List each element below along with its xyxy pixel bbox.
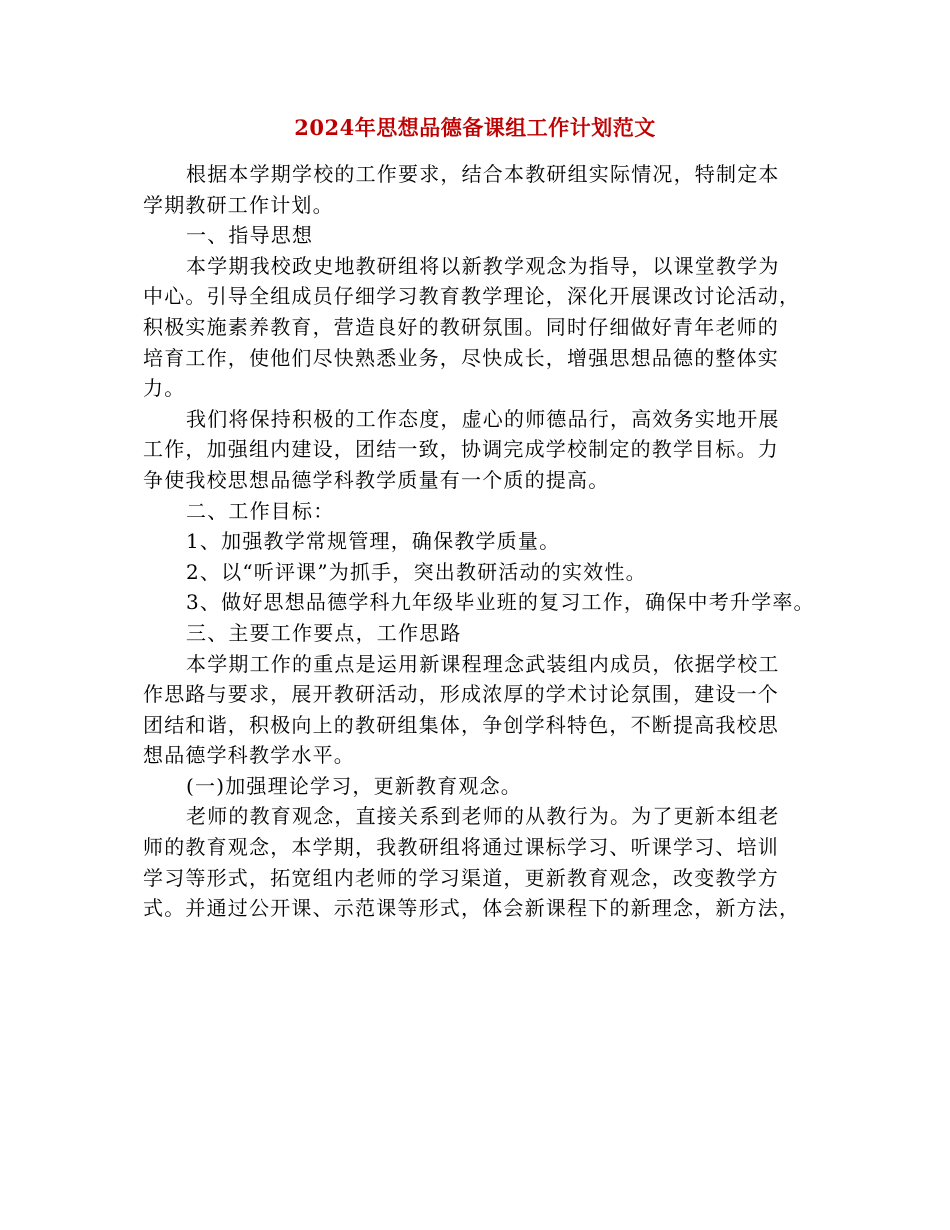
text-line: 力。 <box>143 376 186 401</box>
text-line: 2、以“听评课”为抓手，突出教研活动的实效性。 <box>186 559 647 584</box>
text-line: 二、工作目标： <box>186 498 335 523</box>
text-line: 培育工作，使他们尽快熟悉业务，尽快成长，增强思想品德的整体实 <box>143 345 779 370</box>
text-line: 根据本学期学校的工作要求，结合本教研组实际情况，特制定本 <box>186 162 780 186</box>
text-line: 争使我校思想品德学科教学质量有一个质的提高。 <box>143 467 610 492</box>
text-line: 想品德学科教学水平。 <box>143 743 355 768</box>
text-line: 本学期工作的重点是运用新课程理念武装组内成员，依据学校工 <box>186 651 780 676</box>
text-line: 老师的教育观念，直接关系到老师的从教行为。为了更新本组老 <box>186 804 780 829</box>
text-line: 师的教育观念，本学期，我教研组将通过课标学习、听课学习、培训 <box>143 835 779 860</box>
text-line: 3、做好思想品德学科九年级毕业班的复习工作，确保中考升学率。 <box>186 590 815 615</box>
text-line: 本学期我校政史地教研组将以新教学观念为指导，以课堂教学为 <box>186 253 780 278</box>
document-title: 2024年思想品德备课组工作计划范文 <box>294 115 656 140</box>
text-line: (一)加强理论学习，更新教育观念。 <box>186 773 523 798</box>
text-line: 式。并通过公开课、示范课等形式，体会新课程下的新理念，新方法， <box>143 896 801 921</box>
text-line: 三、主要工作要点，工作思路 <box>186 620 462 645</box>
text-line: 中心。引导全组成员仔细学习教育教学理论，深化开展课改讨论活动， <box>143 284 801 309</box>
text-line: 我们将保持积极的工作态度，虚心的师德品行，高效务实地开展 <box>186 406 780 431</box>
text-line: 学期教研工作计划。 <box>143 192 334 217</box>
text-line: 积极实施素养教育，营造良好的教研氛围。同时仔细做好青年老师的 <box>143 314 779 339</box>
text-line: 一、指导思想 <box>186 223 314 248</box>
text-line: 1、加强教学常规管理，确保教学质量。 <box>186 529 561 554</box>
text-line: 学习等形式，拓宽组内老师的学习渠道，更新教育观念，改变教学方 <box>143 865 779 890</box>
document-body <box>143 159 833 924</box>
text-line: 作思路与要求，展开教研活动，形成浓厚的学术讨论氛围，建设一个 <box>143 682 779 707</box>
text-line: 团结和谐，积极向上的教研组集体，争创学科特色，不断提高我校思 <box>143 712 779 737</box>
text-line: 工作，加强组内建设，团结一致，协调完成学校制定的教学目标。力 <box>143 437 779 462</box>
